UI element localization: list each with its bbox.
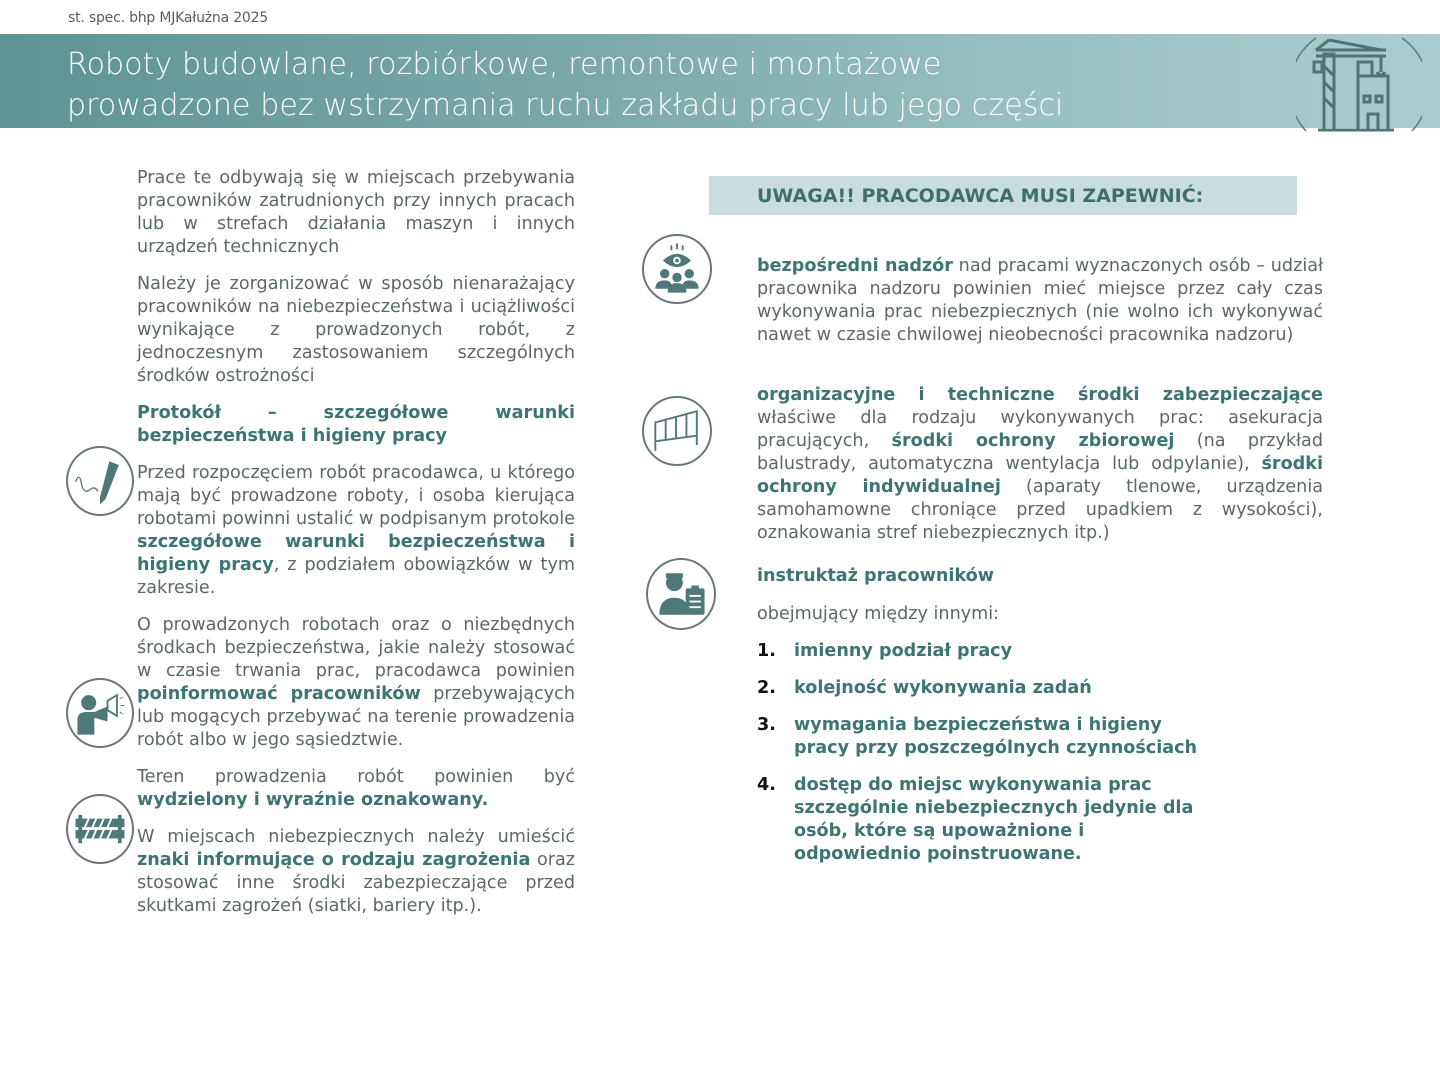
railing-barrier-icon xyxy=(642,396,712,466)
road-barrier-icon xyxy=(66,794,134,864)
training-subtitle: obejmujący między innymi: xyxy=(757,604,1000,624)
list-item xyxy=(757,774,1204,866)
area-text: Teren prowadzenia robót powinien być xyxy=(137,767,575,787)
measures-text: właściwe dla rodzaju wykonywanych prac: asekuracja pracujących, xyxy=(757,408,1323,451)
supervision-section xyxy=(757,255,1323,347)
list-item xyxy=(757,714,1214,760)
area-paragraph xyxy=(137,766,575,812)
page-title-line-1: Roboty budowlane, rozbiórkowe, remontowe i montażowe xyxy=(67,47,942,82)
page-title xyxy=(67,44,1267,126)
list-text: kolejność wykonywania zadań xyxy=(794,678,1092,698)
training-list xyxy=(757,640,1227,880)
training-section xyxy=(757,565,1323,626)
protocol-heading: Protokół – szczegółowe warunki bezpieczeństwa i higieny pracy xyxy=(137,403,575,446)
signs-paragraph xyxy=(137,826,575,918)
supervision-text: nad pracami wyznaczonych osób – udział pracownika nadzoru powinien mieć miejsce przez cały czas wykonywania prac niebezpiecznych (nie wolno ich wykonywać nawet w czasie chwilowej nieobecności pracownika nadzoru) xyxy=(757,256,1323,345)
list-number: 2. xyxy=(757,678,776,698)
area-emphasis: wydzielony i wyraźnie oznakowany. xyxy=(137,790,489,810)
list-text: dostęp do miejsc wykonywania prac szczególnie niebezpiecznych jedynie dla osób, które są upoważnione i odpowiednio poinstruowane. xyxy=(794,775,1194,864)
construction-crane-icon xyxy=(1296,36,1422,136)
intro-paragraph: Prace te odbywają się w miejscach przebywania pracowników zatrudnionych przy innych pracach lub w strefach działania maszyn i innych urządzeń technicznych xyxy=(137,168,575,257)
inform-emphasis: poinformować pracowników xyxy=(137,684,421,704)
page-title-line-2: prowadzone bez wstrzymania ruchu zakładu pracy lub jego części xyxy=(67,88,1064,123)
protocol-emphasis: szczegółowe warunki bezpieczeństwa i higieny pracy xyxy=(137,532,575,575)
inform-text-end: przebywających lub mogących przebywać na terenie prowadzenia robót albo w jego sąsiedztwie. xyxy=(137,684,575,750)
collective-protection-emphasis: środki ochrony zbiorowej xyxy=(891,431,1175,451)
protective-measures-section xyxy=(757,384,1323,545)
list-item xyxy=(757,640,1227,663)
protocol-paragraph xyxy=(137,462,575,600)
protocol-text: Przed rozpoczęciem robót pracodawca, u którego mają być prowadzone roboty, i osoba kierująca robotami powinni ustalić w podpisanym protokole xyxy=(137,463,575,529)
list-number: 4. xyxy=(757,775,776,795)
individual-protection-emphasis: środki ochrony indywidualnej xyxy=(757,454,1323,497)
signature-pen-icon xyxy=(66,446,134,516)
list-item xyxy=(757,677,1227,700)
individual-protection-text: (aparaty tlenowe, urządzenia samohamowne chroniące przed upadkiem z wysokości), oznakowania stref niebezpiecznych itp.) xyxy=(757,477,1323,543)
protective-measures-paragraph xyxy=(757,384,1323,545)
supervision-eye-group-icon xyxy=(642,234,712,304)
signs-text: W miejscach niebezpiecznych należy umieścić xyxy=(137,827,575,847)
worker-checklist-icon xyxy=(646,558,716,630)
employer-notice-banner: UWAGA!! PRACODAWCA MUSI ZAPEWNIĆ: xyxy=(709,176,1297,215)
megaphone-person-icon xyxy=(66,678,134,748)
list-number: 3. xyxy=(757,715,776,735)
author-line: st. spec. bhp MJKałużna 2025 xyxy=(68,10,269,26)
signs-text-end: oraz stosować inne środki zabezpieczające przed skutkami zagrożeń (siatki, bariery itp.). xyxy=(137,850,575,916)
left-column xyxy=(137,167,575,932)
list-text: imienny podział pracy xyxy=(794,641,1013,661)
collective-protection-text: (na przykład balustrady, automatyczna wentylacja lub odpylanie), xyxy=(757,431,1324,474)
list-text: wymagania bezpieczeństwa i higieny pracy przy poszczególnych czynnościach xyxy=(794,715,1198,758)
signs-emphasis: znaki informujące o rodzaju zagrożenia xyxy=(137,850,531,870)
supervision-emphasis: bezpośredni nadzór xyxy=(757,256,953,276)
inform-paragraph xyxy=(137,614,575,752)
organization-paragraph: Należy je zorganizować w sposób nienarażający pracowników na niebezpieczeństwa i uciążliwości wynikające z prowadzonych robót, z jednoczesnym zastosowaniem szczególnych środków ostrożności xyxy=(137,274,575,386)
protocol-text-end: , z podziałem obowiązków w tym zakresie. xyxy=(137,555,575,598)
measures-emphasis: organizacyjne i techniczne środki zabezpieczające xyxy=(757,385,1323,405)
training-heading: instruktaż pracowników xyxy=(757,566,995,586)
list-number: 1. xyxy=(757,641,776,661)
inform-text: O prowadzonych robotach oraz o niezbędnych środkach bezpieczeństwa, jakie należy stosować w czasie trwania prac, pracodawca powinien xyxy=(137,615,575,681)
supervision-paragraph xyxy=(757,255,1323,347)
